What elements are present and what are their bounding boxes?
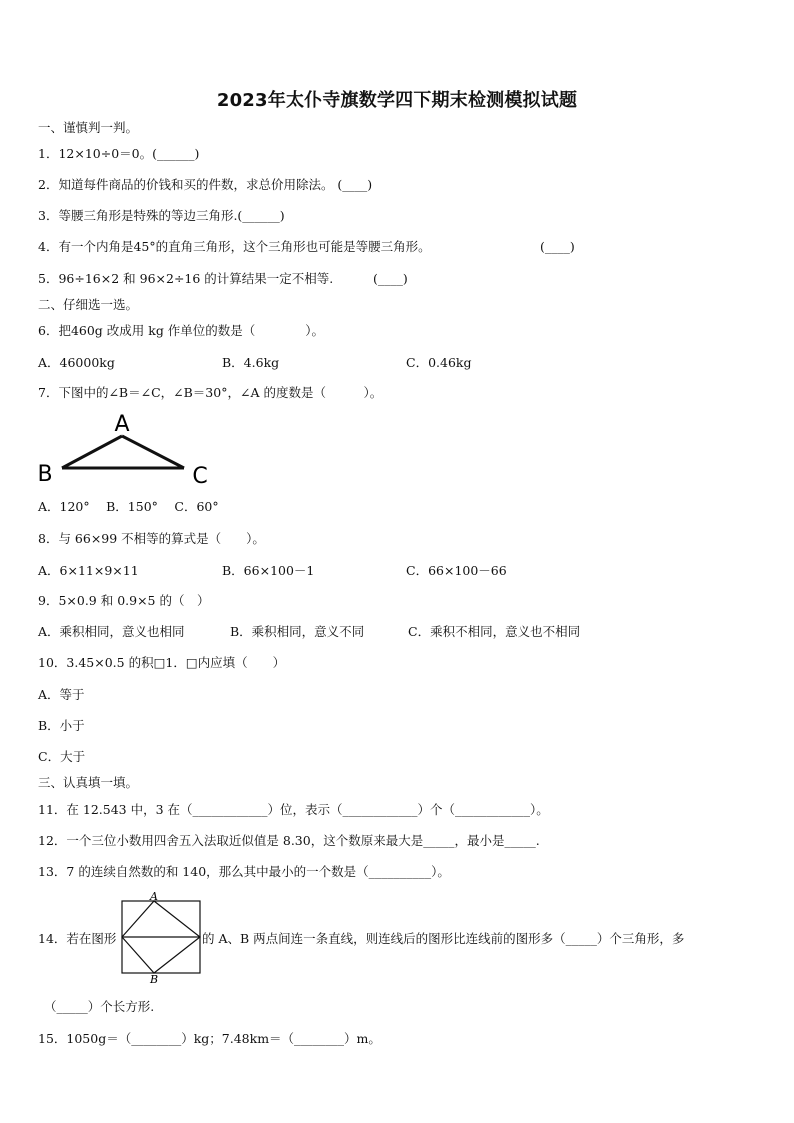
question-6-option-b: B．4.6kg — [222, 355, 280, 370]
question-4-answer-blank: (____) — [540, 239, 575, 254]
vertex-label-b: B — [37, 462, 53, 487]
question-10-option-b: B．小于 — [38, 718, 85, 733]
question-8-option-b: B．66×100－1 — [222, 563, 315, 578]
question-7: 7．下图中的∠B＝∠C，∠B＝30°，∠A 的度数是（ ）。 — [38, 385, 383, 400]
question-1: 1．12×10÷0＝0。(______) — [38, 146, 200, 161]
question-14-continuation: （_____）个长方形. — [44, 999, 155, 1014]
section-heading-2: 二、仔细选一选。 — [38, 297, 139, 312]
vertex-label-a: A — [114, 412, 130, 437]
point-label-a: A — [150, 892, 158, 903]
question-10-option-a: A．等于 — [38, 687, 85, 702]
question-2: 2．知道每件商品的价钱和买的件数，求总价用除法。 (____) — [38, 177, 373, 192]
question-8: 8．与 66×99 不相等的算式是（ ）。 — [38, 531, 265, 546]
question-12: 12．一个三位小数用四舍五入法取近似值是 8.30，这个数原来最大是_____，最小是_____. — [38, 833, 540, 848]
question-4: 4．有一个内角是45°的直角三角形，这个三角形也可能是等腰三角形。 — [38, 239, 431, 254]
triangle-figure — [30, 410, 210, 488]
question-9: 9．5×0.9 和 0.9×5 的（ ） — [38, 593, 210, 608]
question-10-option-c: C．大于 — [38, 749, 86, 764]
question-6: 6．把460g 改成用 kg 作单位的数是（ ）。 — [38, 323, 325, 338]
section-heading-3: 三、认真填一填。 — [38, 775, 139, 790]
question-10: 10．3.45×0.5 的积□1．□内应填（ ） — [38, 655, 286, 670]
question-5: 5．96÷16×2 和 96×2÷16 的计算结果一定不相等. — [38, 271, 334, 286]
question-9-option-a: A．乘积相同，意义也相同 — [38, 624, 185, 639]
question-14-text-before-figure: 14．若在图形 — [38, 931, 117, 946]
question-15: 15．1050g＝（________）kg；7.48km＝（________）m。 — [38, 1031, 381, 1046]
point-label-b: B — [149, 973, 159, 984]
question-3: 3．等腰三角形是特殊的等边三角形.(______) — [38, 208, 285, 223]
triangle-side-ac — [122, 436, 184, 468]
triangle-side-ab — [62, 436, 122, 468]
rectangle-rhombus-figure — [120, 892, 202, 984]
question-8-option-a: A．6×11×9×11 — [38, 563, 139, 578]
section-heading-1: 一、谨慎判一判。 — [38, 120, 139, 135]
question-8-option-c: C．66×100－66 — [406, 563, 507, 578]
question-6-option-c: C．0.46kg — [406, 355, 472, 370]
question-11: 11．在 12.543 中，3 在（____________）位，表示（____________）个（____________）。 — [38, 802, 549, 817]
question-5-answer-blank: (____) — [373, 271, 408, 286]
question-14-text-after-figure: 的 A、B 两点间连一条直线，则连线后的图形比连线前的图形多（_____）个三角形，多 — [202, 931, 685, 946]
question-9-option-c: C．乘积不相同，意义也不相同 — [408, 624, 581, 639]
vertex-label-c: C — [192, 464, 208, 488]
page-title: 2023年太仆寺旗数学四下期末检测模拟试题 — [216, 90, 578, 111]
question-9-option-b: B．乘积相同，意义不同 — [230, 624, 365, 639]
question-7-options: A．120° B．150° C．60° — [38, 499, 219, 514]
question-6-option-a: A．46000kg — [38, 355, 115, 370]
question-13: 13．7 的连续自然数的和 140，那么其中最小的一个数是（__________）。 — [38, 864, 450, 879]
